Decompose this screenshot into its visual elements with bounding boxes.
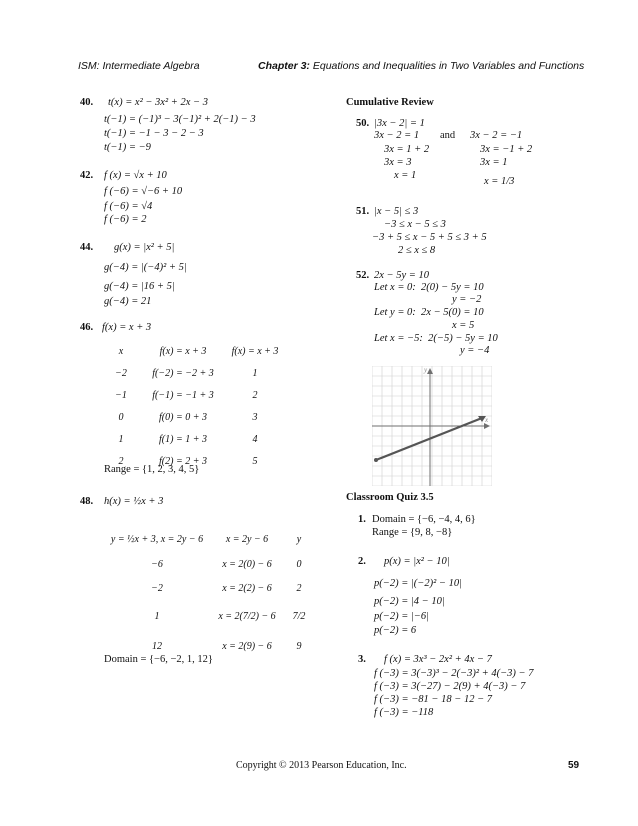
p52-line-2: Let x = 0: 2(0) − 5y = 10 [374,282,484,293]
q3-line-3: f (−3) = 3(−27) − 2(9) + 4(−3) − 7 [374,681,526,692]
table-cell: 1 [118,433,124,445]
table-header-cell: x [118,345,124,357]
p48-table [104,526,314,660]
p52-line-4: Let y = 0: 2x − 5(0) = 10 [374,307,484,318]
p40-line-1: t(x) = x² − 3x² + 2x − 3 [108,97,208,108]
table-row [104,552,314,576]
p50-head: |3x − 2| = 1 [374,118,425,129]
p48-equation: h(x) = ½x + 3 [104,496,164,507]
header-chapter-title: Equations and Inequalities in Two Variables and Functions [309,60,585,72]
p52-line-7: y = −4 [460,345,490,356]
p42-line-1: f (x) = √x + 10 [104,170,167,181]
table-cell: f(2) = 2 + 3 [159,455,207,467]
p48-domain: Domain = {−6, −2, 1, 12} [104,654,213,665]
table-row [104,600,314,632]
quiz-1-number: 1. [358,514,366,525]
table-header-row [104,340,282,362]
q2-line-5: p(−2) = 6 [374,625,417,636]
table-cell: 4 [252,433,258,445]
problem-46-number: 46. [80,322,94,333]
q1-domain: Domain = {−6, −4, 4, 6} [372,514,476,525]
table-cell: 9 [296,640,302,652]
graph-line-endpoint [374,458,378,462]
table-header-row [104,526,314,552]
problem-44-number: 44. [80,242,94,253]
table-cell: 0 [118,411,124,423]
q3-line-5: f (−3) = −118 [374,707,434,718]
table-cell: −1 [115,389,127,401]
problem-51-number: 51. [356,206,370,217]
table-row [104,576,314,600]
table-cell: x = 2(9) − 6 [222,640,272,652]
p51-line-4: 2 ≤ x ≤ 8 [398,245,436,256]
table-header-cell: y [296,533,302,545]
table-cell: 7/2 [292,610,306,622]
p50-col1-line-1: 3x − 2 = 1 [374,130,420,141]
p51-line-1: |x − 5| ≤ 3 [374,206,419,217]
table-cell: f(−1) = −1 + 3 [152,389,214,401]
p46-equation: f(x) = x + 3 [102,322,152,333]
p50-col2-line-1: 3x − 2 = −1 [470,130,523,141]
table-cell: 3 [252,411,258,423]
p44-line-3: g(−4) = |16 + 5| [104,281,175,292]
p52-line-6: Let x = −5: 2(−5) − 5y = 10 [374,333,498,344]
p50-and: and [440,130,456,141]
p40-line-3: t(−1) = −1 − 3 − 2 − 3 [104,128,204,139]
p51-line-3: −3 + 5 ≤ x − 5 + 5 ≤ 3 + 5 [372,232,487,243]
table-header-cell: f(x) = x + 3 [159,345,207,357]
running-header-right [258,60,584,72]
p52-line-graph [372,366,492,486]
quiz-3-number: 3. [358,654,366,665]
p52-line-5: x = 5 [452,320,475,331]
table-cell: 2 [118,455,124,467]
table-cell: 2 [252,389,258,401]
p42-line-3: f (−6) = √4 [104,201,153,212]
copyright-footer: Copyright © 2013 Pearson Education, Inc. [236,760,407,771]
p50-col2-line-3: 3x = 1 [480,157,508,168]
p50-col1-line-2: 3x = 1 + 2 [384,144,430,155]
q3-line-2: f (−3) = 3(−3)³ − 2(−3)² + 4(−3) − 7 [374,668,534,679]
problem-50-number: 50. [356,118,370,129]
q2-line-3: p(−2) = |4 − 10| [374,596,445,607]
q2-line-4: p(−2) = |−6| [374,611,430,622]
p46-table [104,340,282,472]
p42-line-2: f (−6) = √−6 + 10 [104,186,183,197]
p50-col1-line-3: 3x = 3 [384,157,412,168]
table-cell: f(1) = 1 + 3 [159,433,207,445]
table-header-cell: f(x) = x + 3 [231,345,279,357]
classroom-quiz-heading: Classroom Quiz 3.5 [346,492,434,503]
table-header-cell: x = 2y − 6 [225,533,269,545]
problem-52-number: 52. [356,270,370,281]
header-book-title: Intermediate Algebra [99,60,200,72]
p52-line-1: 2x − 5y = 10 [374,270,429,281]
table-cell: f(0) = 0 + 3 [159,411,207,423]
p42-line-4: f (−6) = 2 [104,214,147,225]
table-row [104,384,282,406]
y-axis-label: y [424,366,428,374]
q2-line-1: p(x) = |x² − 10| [384,556,450,567]
table-row [104,428,282,450]
problem-48-number: 48. [80,496,94,507]
table-cell: −2 [115,367,127,379]
q1-range: Range = {9, 8, −8} [372,527,453,538]
quiz-2-number: 2. [358,556,366,567]
table-cell: −6 [151,558,163,570]
table-cell: −2 [151,582,163,594]
p44-line-1: g(x) = |x² + 5| [114,242,175,253]
p50-col1-line-4: x = 1 [394,170,417,181]
table-cell: 12 [152,640,162,652]
p46-range: Range = {1, 2, 3, 4, 5} [104,464,200,475]
table-cell: x = 2(0) − 6 [222,558,272,570]
p50-col2-line-4: x = 1/3 [484,176,515,187]
table-cell: 1 [154,610,160,622]
table-header-cell: y = ½x + 3, x = 2y − 6 [110,533,204,545]
table-cell: 5 [252,455,258,467]
p52-line-3: y = −2 [452,294,482,305]
p50-col2-line-2: 3x = −1 + 2 [480,144,533,155]
table-cell: x = 2(7/2) − 6 [218,610,276,622]
header-isbn-italic: ISM: [78,60,100,72]
header-chapter-label: Chapter 3: [258,60,310,72]
table-row [104,362,282,384]
problem-42-number: 42. [80,170,94,181]
page-number: 59 [568,760,580,771]
q3-line-4: f (−3) = −81 − 18 − 12 − 7 [374,694,493,705]
table-cell: x = 2(2) − 6 [222,582,272,594]
p44-line-2: g(−4) = |(−4)² + 5| [104,262,187,273]
table-cell: 0 [296,558,302,570]
x-axis-label: x [485,416,489,424]
p40-line-4: t(−1) = −9 [104,142,151,153]
p44-line-4: g(−4) = 21 [104,296,152,307]
p51-line-2: −3 ≤ x − 5 ≤ 3 [384,219,446,230]
table-cell: 2 [296,582,302,594]
q2-line-2: p(−2) = |(−2)² − 10| [374,578,462,589]
table-row [104,406,282,428]
p40-line-2: t(−1) = (−1)³ − 3(−1)² + 2(−1) − 3 [104,114,256,125]
q3-line-1: f (x) = 3x³ − 2x² + 4x − 7 [384,654,492,665]
running-header-left [78,60,200,72]
table-cell: f(−2) = −2 + 3 [152,367,214,379]
table-cell: 1 [252,367,258,379]
problem-40-number: 40. [80,97,94,108]
cumulative-review-heading: Cumulative Review [346,97,434,108]
